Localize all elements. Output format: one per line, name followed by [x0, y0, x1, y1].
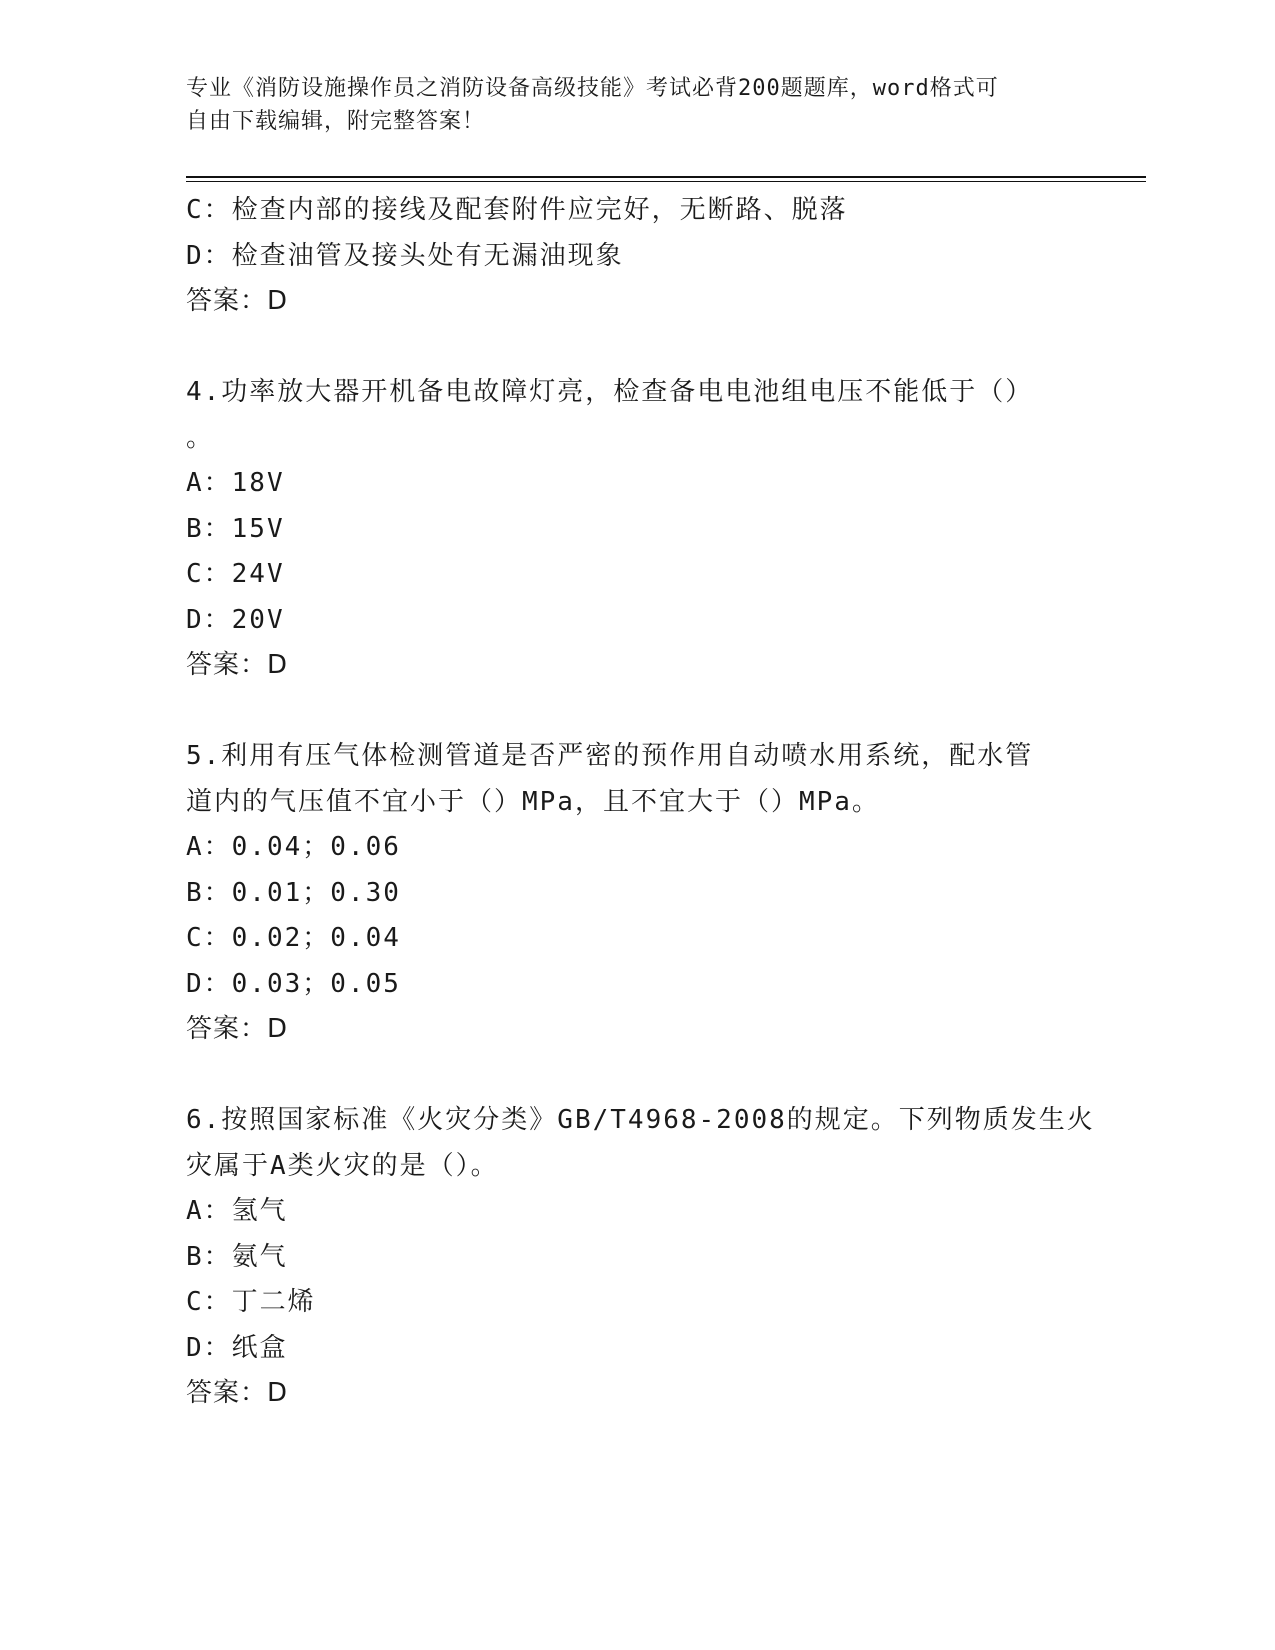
spacer	[186, 689, 1086, 735]
question-4	[186, 370, 1086, 689]
question-6	[186, 1098, 1095, 1417]
question-3	[186, 188, 1086, 325]
option-d: D：检查油管及接头处有无漏油现象	[186, 240, 624, 271]
option-c: C：24V	[186, 559, 285, 589]
option-c: C：检查内部的接线及配套附件应完好，无断路、脱落	[186, 195, 848, 225]
option-a: A：18V	[186, 468, 285, 498]
spacer	[186, 1053, 1086, 1099]
question-stem	[186, 370, 1066, 461]
option-a: A：氢气	[186, 1196, 288, 1226]
answer: 答案：D	[186, 650, 289, 680]
option-b: B：15V	[186, 513, 285, 544]
header-divider-thick	[186, 176, 1146, 178]
option-b: B：0.01；0.30	[186, 877, 401, 908]
option-d: D：20V	[186, 604, 285, 635]
option-c: C：丁二烯	[186, 1287, 316, 1317]
question-stem	[186, 734, 1066, 825]
question-stem	[186, 1098, 1095, 1189]
question-5	[186, 734, 1086, 1053]
stem-line-1: 5.利用有压气体检测管道是否严密的预作用自动喷水用系统，配水管	[186, 741, 1034, 771]
option-b: B：氨气	[186, 1241, 288, 1272]
stem-line-2: 灾属于A类火灾的是（）。	[186, 1150, 499, 1181]
spacer	[186, 325, 1086, 371]
answer: 答案：D	[186, 1378, 289, 1408]
answer: 答案：D	[186, 286, 289, 316]
stem-line-2: 道内的气压值不宜小于（）MPa，且不宜大于（）MPa。	[186, 786, 880, 817]
stem-line-2: 。	[186, 422, 215, 453]
header-title-line-2: 自由下载编辑，附完整答案！	[186, 109, 486, 134]
document-header	[186, 72, 1066, 138]
option-d: D：纸盒	[186, 1332, 288, 1363]
option-d: D：0.03；0.05	[186, 968, 401, 999]
option-a: A：0.04；0.06	[186, 832, 401, 862]
answer: 答案：D	[186, 1014, 289, 1044]
stem-line-1: 6.按照国家标准《火灾分类》GB/T4968-2008的规定。下列物质发生火	[186, 1105, 1095, 1135]
header-divider-thin	[186, 181, 1146, 182]
option-c: C：0.02；0.04	[186, 923, 401, 953]
question-list	[186, 188, 1095, 1417]
header-title-line-1: 专业《消防设施操作员之消防设备高级技能》考试必背200题题库，word格式可	[186, 76, 999, 101]
stem-line-1: 4.功率放大器开机备电故障灯亮，检查备电电池组电压不能低于（）	[186, 377, 1034, 407]
